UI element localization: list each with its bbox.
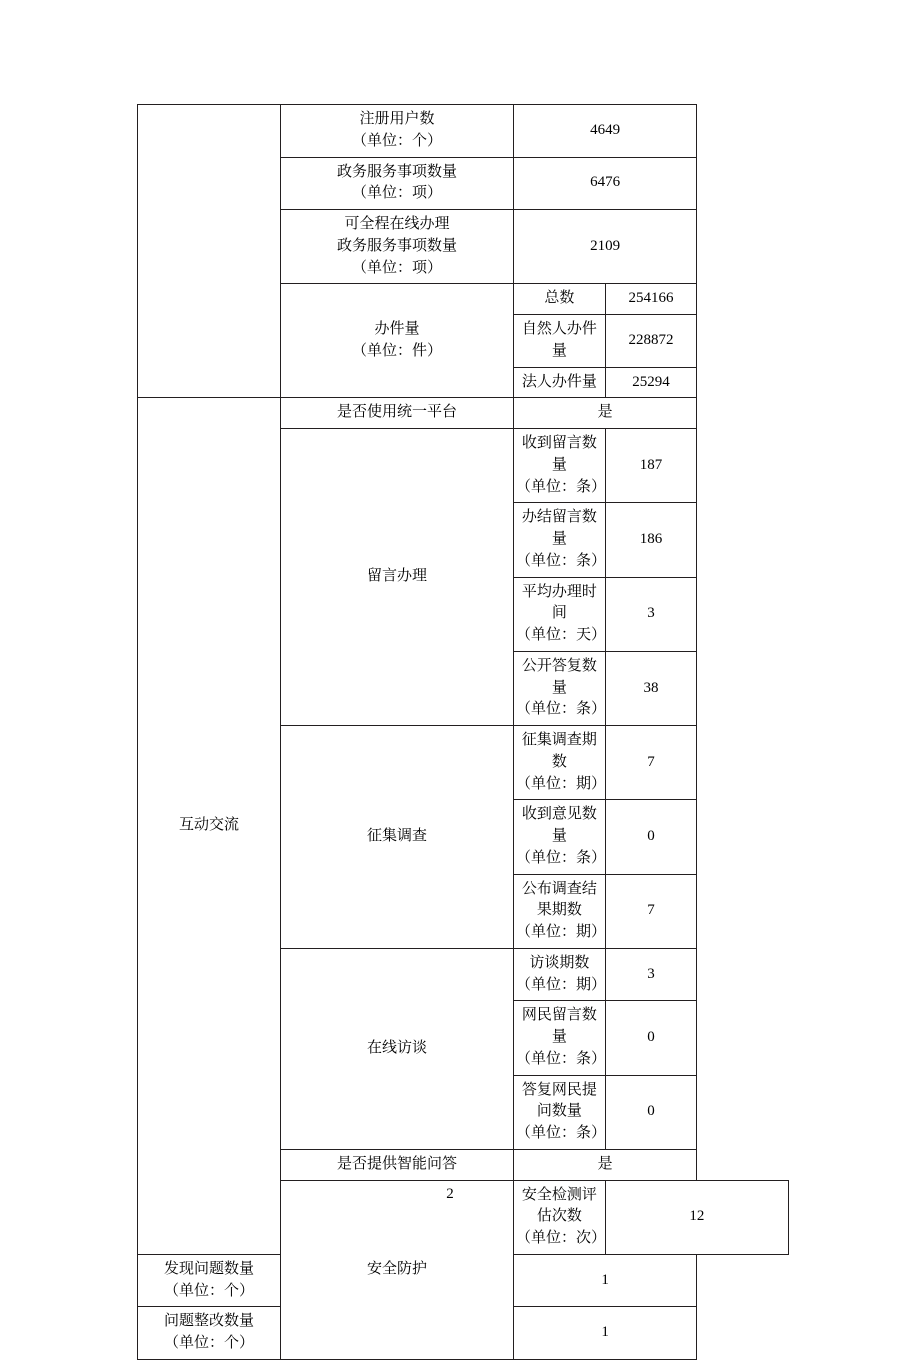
- category-cell-security: 安全防护: [281, 1180, 514, 1359]
- value-gov-service-count: 6476: [514, 157, 697, 210]
- sub-label-line2: （单位：期）: [516, 924, 607, 940]
- category-cell-interaction: 互动交流: [138, 398, 281, 1255]
- report-table-container: [137, 104, 789, 1360]
- sub-label-line2: （单位：条）: [516, 1050, 607, 1067]
- sub-value-natural-person: 228872: [605, 315, 697, 368]
- item-label-line1: 问题整改数量: [163, 1313, 254, 1330]
- item-gov-service-count: [281, 157, 514, 210]
- sub-label-line2: （单位：条）: [516, 552, 607, 569]
- item-label-line2: （单位：项）: [351, 185, 442, 202]
- item-label-line1: 办件量: [374, 321, 420, 337]
- sub-label-line1: 征集调查期数: [521, 732, 597, 770]
- item-survey: 征集调查: [281, 726, 514, 949]
- item-label-line2: （单位：个）: [163, 1282, 254, 1299]
- sub-label-line1: 平均办理时间: [521, 583, 597, 622]
- value-unified-platform: 是: [514, 398, 697, 429]
- item-label-line1: 政务服务事项数量: [336, 163, 457, 180]
- sub-label-total: 总数: [514, 284, 606, 315]
- sub-label-line1: 公布调查结果期数: [521, 880, 597, 919]
- item-label-line2: （单位：件）: [351, 342, 442, 359]
- sub-label-interview-sessions: [514, 948, 606, 1001]
- sub-label-line1: 办结留言数量: [521, 509, 597, 547]
- table-row: [138, 105, 789, 158]
- sub-value-legal-person: 25294: [605, 367, 697, 398]
- sub-value-survey-sessions: 7: [605, 726, 697, 800]
- item-label-line1: 可全程在线办理: [344, 216, 450, 232]
- item-label-line3: （单位：项）: [351, 259, 442, 276]
- sub-label-line1: 收到意见数量: [521, 806, 597, 844]
- table-row: [138, 398, 789, 429]
- sub-label-netizen-answers: [514, 1075, 606, 1149]
- item-label-line2: （单位：次）: [516, 1230, 607, 1246]
- value-smart-qa: 是: [514, 1149, 697, 1180]
- sub-label-messages-received: [514, 429, 606, 503]
- sub-value-total: 254166: [605, 284, 697, 315]
- item-label-line1: 安全检测评估次数: [521, 1186, 597, 1225]
- item-label-line1: 发现问题数量: [163, 1260, 254, 1277]
- sub-value-public-replies: 38: [605, 651, 697, 725]
- item-message-handling: 留言办理: [281, 429, 514, 726]
- value-security-assessments: 12: [605, 1180, 788, 1254]
- sub-value-messages-completed: 186: [605, 503, 697, 577]
- item-label-line2: （单位：个）: [351, 132, 442, 149]
- sub-label-line1: 答复网民提问数量: [521, 1081, 597, 1120]
- sub-label-opinions-received: [514, 800, 606, 874]
- item-label-line2: （单位：个）: [163, 1335, 254, 1351]
- sub-label-published-results: [514, 874, 606, 948]
- sub-label-messages-completed: [514, 503, 606, 577]
- item-registered-users: [281, 105, 514, 158]
- sub-value-opinions-received: 0: [605, 800, 697, 874]
- annual-report-table: [137, 104, 789, 1360]
- sub-label-netizen-messages: [514, 1001, 606, 1075]
- sub-value-netizen-answers: 0: [605, 1075, 697, 1149]
- page-number: 2: [446, 1186, 454, 1202]
- sub-label-line2: （单位：条）: [516, 478, 607, 495]
- value-online-service-count: 2109: [514, 210, 697, 284]
- item-online-interview: 在线访谈: [281, 948, 514, 1149]
- sub-label-line2: （单位：条）: [516, 849, 607, 866]
- item-label-line2: 政务服务事项数量: [336, 237, 457, 254]
- value-issues-fixed: 1: [514, 1307, 697, 1360]
- category-cell-top: [138, 105, 281, 398]
- sub-label-public-replies: [514, 651, 606, 725]
- sub-label-line1: 网民留言数量: [521, 1007, 597, 1045]
- sub-value-published-results: 7: [605, 874, 697, 948]
- sub-label-average-time: [514, 577, 606, 651]
- sub-label-line2: （单位：期）: [516, 775, 607, 792]
- sub-label-line1: 公开答复数量: [521, 657, 597, 696]
- sub-value-interview-sessions: 3: [605, 948, 697, 1001]
- sub-label-legal-person: 法人办件量: [514, 367, 606, 398]
- sub-label-line1: 访谈期数: [529, 954, 590, 971]
- item-issues-found: [138, 1254, 281, 1307]
- sub-label-line2: （单位：条）: [516, 701, 607, 718]
- sub-label-natural-person: 自然人办件量: [514, 315, 606, 368]
- sub-value-average-time: 3: [605, 577, 697, 651]
- item-case-volume: [281, 284, 514, 398]
- item-issues-fixed: [138, 1307, 281, 1360]
- sub-label-line2: （单位：天）: [516, 627, 607, 643]
- item-unified-platform: 是否使用统一平台: [281, 398, 514, 429]
- sub-label-line2: （单位：期）: [516, 976, 607, 993]
- item-label-line1: 注册用户数: [359, 111, 435, 127]
- sub-value-messages-received: 187: [605, 429, 697, 503]
- value-registered-users: 4649: [514, 105, 697, 158]
- item-online-service-count: [281, 210, 514, 284]
- value-issues-found: 1: [514, 1254, 697, 1307]
- sub-label-line2: （单位：条）: [516, 1125, 607, 1141]
- sub-label-survey-sessions: [514, 726, 606, 800]
- item-smart-qa: 是否提供智能问答: [281, 1149, 514, 1180]
- sub-value-netizen-messages: 0: [605, 1001, 697, 1075]
- sub-label-line1: 收到留言数量: [521, 435, 597, 473]
